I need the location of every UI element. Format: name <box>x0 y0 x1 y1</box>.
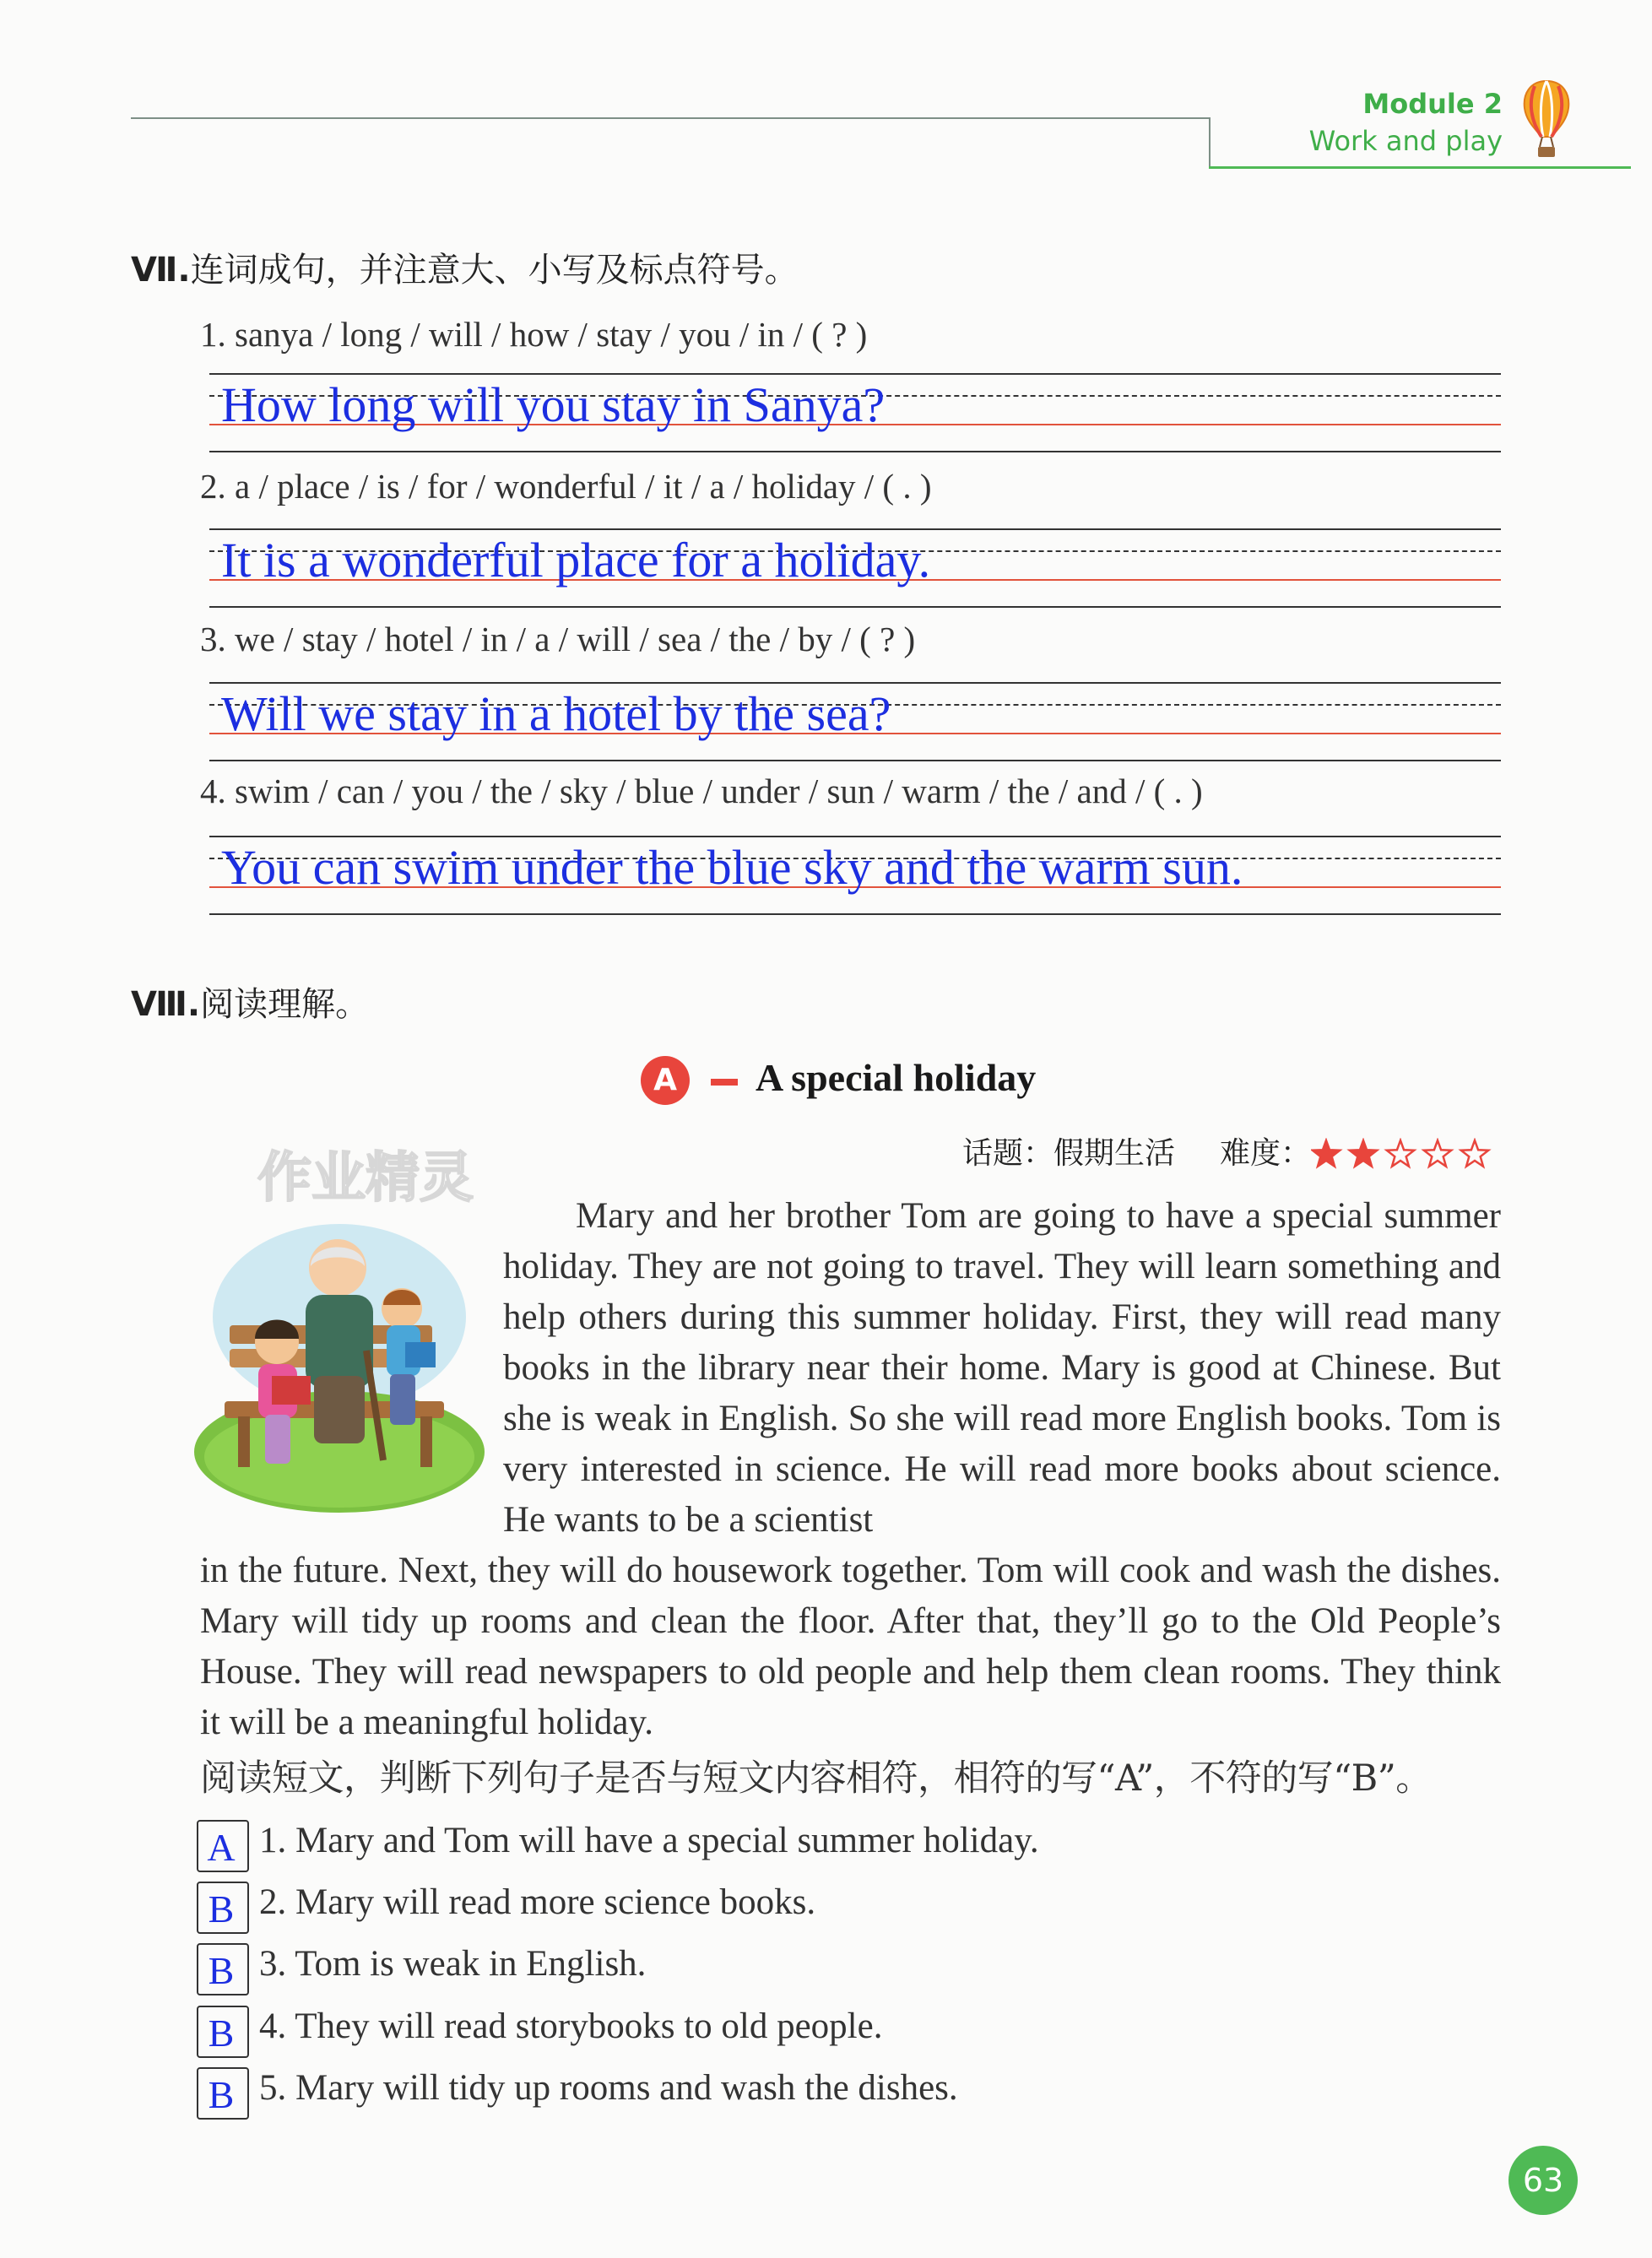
question-4-answer: You can swim under the blue sky and the warm sun. <box>221 840 1243 895</box>
section-7-numeral: Ⅶ. <box>131 251 191 290</box>
question-4-prompt: 4. swim / can / you / the / sky / blue / under / sun / warm / the / and / ( . ) <box>200 772 1203 810</box>
difficulty-stars <box>1311 1138 1505 1172</box>
passage-badge: A <box>641 1056 690 1105</box>
answer-letter: B <box>208 1949 235 1992</box>
answer-letter: B <box>208 1887 235 1930</box>
statement-text: 4. They will read storybooks to old people. <box>259 2006 883 2046</box>
passage-text-wrapped: Mary and her brother Tom are going to have a special summer holiday. They are not going to travel. They will learn something and help others during this summer holiday. First, they will read many books in the library near their home. Mary is good at Chinese. But she is weak in English. So she will read more English books. Tom is very interested in science. He will read more books about science. He wants to be a scientist <box>503 1196 1501 1540</box>
section-8-numeral: Ⅷ. <box>131 985 201 1024</box>
answer-lines-1 <box>209 373 1501 452</box>
grandfather-reading-illustration <box>187 1207 491 1528</box>
module-name: Work and play <box>1308 125 1503 157</box>
answer-lines-2 <box>209 528 1501 608</box>
answer-lines-3 <box>209 682 1501 761</box>
statement-text: 1. Mary and Tom will have a special summer holiday. <box>259 1821 1039 1860</box>
judgement-instruction: 阅读短文，判断下列句子是否与短文内容相符，相符的写“A”，不符的写“B”。 <box>200 1757 1432 1800</box>
section-7-heading <box>131 243 799 291</box>
question-2-prompt: 2. a / place / is / for / wonderful / it / a / holiday / ( . ) <box>200 467 932 506</box>
header-accent-rule <box>1209 166 1631 169</box>
section-8-title: 阅读理解。 <box>200 985 370 1024</box>
answer-letter: B <box>208 2073 235 2116</box>
question-1-prompt: 1. sanya / long / will / how / stay / you / in / ( ? ) <box>200 315 868 354</box>
passage-badge-dash <box>711 1079 738 1086</box>
difficulty-label: 难度： <box>1220 1136 1312 1171</box>
question-3-answer: Will we stay in a hotel by the sea? <box>221 686 891 741</box>
answer-letter: B <box>208 2012 235 2055</box>
header-rule-corner <box>1209 117 1211 168</box>
passage-title: A special holiday <box>756 1056 1037 1099</box>
hot-air-balloon-icon <box>1519 78 1573 159</box>
question-3-prompt: 3. we / stay / hotel / in / a / will / sea / the / by / ( ? ) <box>200 620 916 658</box>
answer-lines-4 <box>209 836 1501 915</box>
header-rule <box>131 117 1210 119</box>
empty-star-icon <box>1461 1140 1488 1167</box>
statement-text: 3. Tom is weak in English. <box>259 1944 647 1984</box>
page-number: 63 <box>1508 2146 1578 2215</box>
module-number: Module 2 <box>1362 88 1503 120</box>
answer-letter: A <box>207 1826 236 1869</box>
filled-star-icon <box>1313 1140 1340 1167</box>
section-8-heading <box>131 977 369 1026</box>
statement-text: 2. Mary will read more science books. <box>259 1882 816 1922</box>
empty-star-icon <box>1424 1140 1451 1167</box>
watermark: 作业精灵 <box>257 1147 474 1210</box>
filled-star-icon <box>1350 1140 1377 1167</box>
section-7-title: 连词成句，并注意大、小写及标点符号。 <box>190 251 799 290</box>
statement-text: 5. Mary will tidy up rooms and wash the dishes. <box>259 2068 958 2108</box>
empty-star-icon <box>1387 1140 1414 1167</box>
question-2-answer: It is a wonderful place for a holiday. <box>221 533 931 588</box>
passage-topic: 话题：假期生活 <box>962 1136 1176 1171</box>
passage-paragraph-wrapped <box>503 1191 1501 1546</box>
passage-text-full: in the future. Next, they will do housework together. Tom will cook and wash the dishes. Mary will tidy up rooms and clean the floor. After that, they’ll go to the Old People’s House. They will read newspapers to old people and help them clean rooms. They think it will be a meaningful holiday. <box>200 1551 1501 1742</box>
question-1-answer: How long will you stay in Sanya? <box>221 377 886 432</box>
